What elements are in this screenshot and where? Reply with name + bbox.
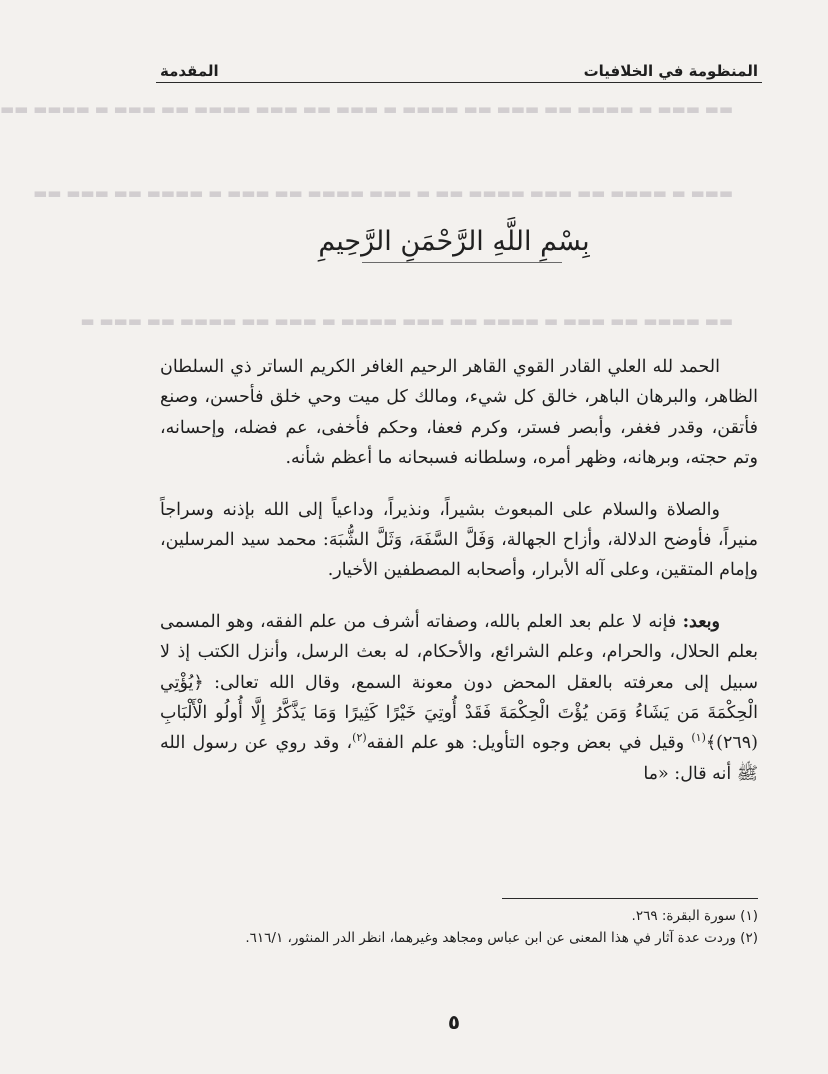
paragraph-text: وقيل في بعض وجوه التأويل: هو علم الفقه	[366, 733, 692, 754]
header-book-title: المنظومة في الخلافيات	[583, 62, 758, 80]
footnote-1: (١) سورة البقرة: ٢٦٩.	[631, 908, 758, 924]
header-section-title: المقدمة	[160, 62, 219, 80]
paragraph-introduction	[160, 607, 758, 789]
body-text	[160, 352, 758, 810]
running-header	[160, 54, 758, 80]
footnote-rule	[502, 898, 758, 899]
paragraph-praise: الحمد لله العلي القادر القوي القاهر الرحيم الغافر الكريم الساتر ذي السلطان الظاهر، والبرهان الباهر، خالق كل شيء، ومالك كل ميت وحي خلق فأحسن، وصنع فأتقن، وقدر فغفر، وأبصر فستر، وكرم فعفا، وحكم فأخفى، عم فضله، وإحسانه، وتم حجته، وبرهانه، وظهر أمره، وسلطانه فسبحانه ما أعظم شأنه.	[160, 357, 758, 469]
paragraph-salutation: والصلاة والسلام على المبعوث بشيراً، ونذيراً، وداعياً إلى الله بإذنه وسراجاً منيراً، فأوضح الدلالة، وأزاح الجهالة، وَفَلَّ السَّفَهَ، وَثَلَّ الشُّبَهَ: محمد سيد المرسلين، وإمام المتقين، وعلى آله الأبرار، وأصحابه المصطفين الأخيار.	[160, 499, 758, 581]
bleed-through-texture: ▬▬▬ ▬ ▬▬▬▬ ▬▬ ▬▬▬ ▬▬▬▬ ▬▬ ▬ ▬▬▬ ▬▬▬▬ ▬▬ ▬▬▬ ▬ ▬▬▬▬ ▬▬ ▬▬▬ ▬▬	[33, 184, 733, 202]
basmala-calligraphy: بِسْمِ اللَّهِ الرَّحْمَنِ الرَّحِيمِ	[318, 226, 590, 257]
footnotes	[160, 905, 758, 949]
footnote-2: (٢) وردت عدة آثار في هذا المعنى عن ابن عباس ومجاهد وغيرهما، انظر الدر المنثور، ٦١٦/١.	[245, 930, 758, 946]
footnote-ref-2[interactable]: (٢)	[352, 731, 367, 745]
paragraph-text: ، وقد روي عن رسول الله ﷺ أنه قال: «ما	[160, 733, 758, 784]
bleed-through-texture: ▬▬ ▬▬▬ ▬ ▬▬▬▬ ▬▬ ▬▬▬ ▬▬ ▬▬▬▬ ▬ ▬▬▬ ▬▬ ▬▬▬ ▬▬▬▬ ▬▬ ▬▬▬ ▬ ▬▬▬▬ ▬▬	[0, 100, 733, 118]
bleed-through-texture: ▬▬ ▬▬▬▬ ▬▬ ▬▬▬ ▬ ▬▬▬▬ ▬▬ ▬▬▬ ▬▬▬▬ ▬ ▬▬▬ ▬▬ ▬▬▬▬ ▬▬ ▬▬▬ ▬	[80, 312, 733, 330]
page-number: ٥	[447, 1010, 461, 1034]
paragraph-text: فإنه لا علم بعد العلم بالله، وصفاته أشرف من علم الفقه، وهو المسمى بعلم الحلال، والحرام، وعلم الشرائع، والأحكام، له بعث الرسل، وأنزل الكتب إذ لا سبيل إلى معرفته بالعقل المحض دون معونة السمع، وقال الله تعالى: ﴿يُؤْتِي الْحِكْمَةَ مَن يَشَاءُ وَمَن يُؤْتَ الْحِكْمَةَ فَقَدْ أُوتِيَ خَيْرًا كَثِيرًا وَمَا يَذَّكَّرُ إِلَّا أُولُو الْأَلْبَابِ (٢٦٩)﴾	[160, 611, 758, 754]
header-rule	[156, 82, 762, 83]
paragraph-lead-word: وبعد:	[682, 611, 720, 632]
footnote-ref-1[interactable]: (١)	[691, 731, 706, 745]
basmala-underline	[362, 262, 562, 263]
